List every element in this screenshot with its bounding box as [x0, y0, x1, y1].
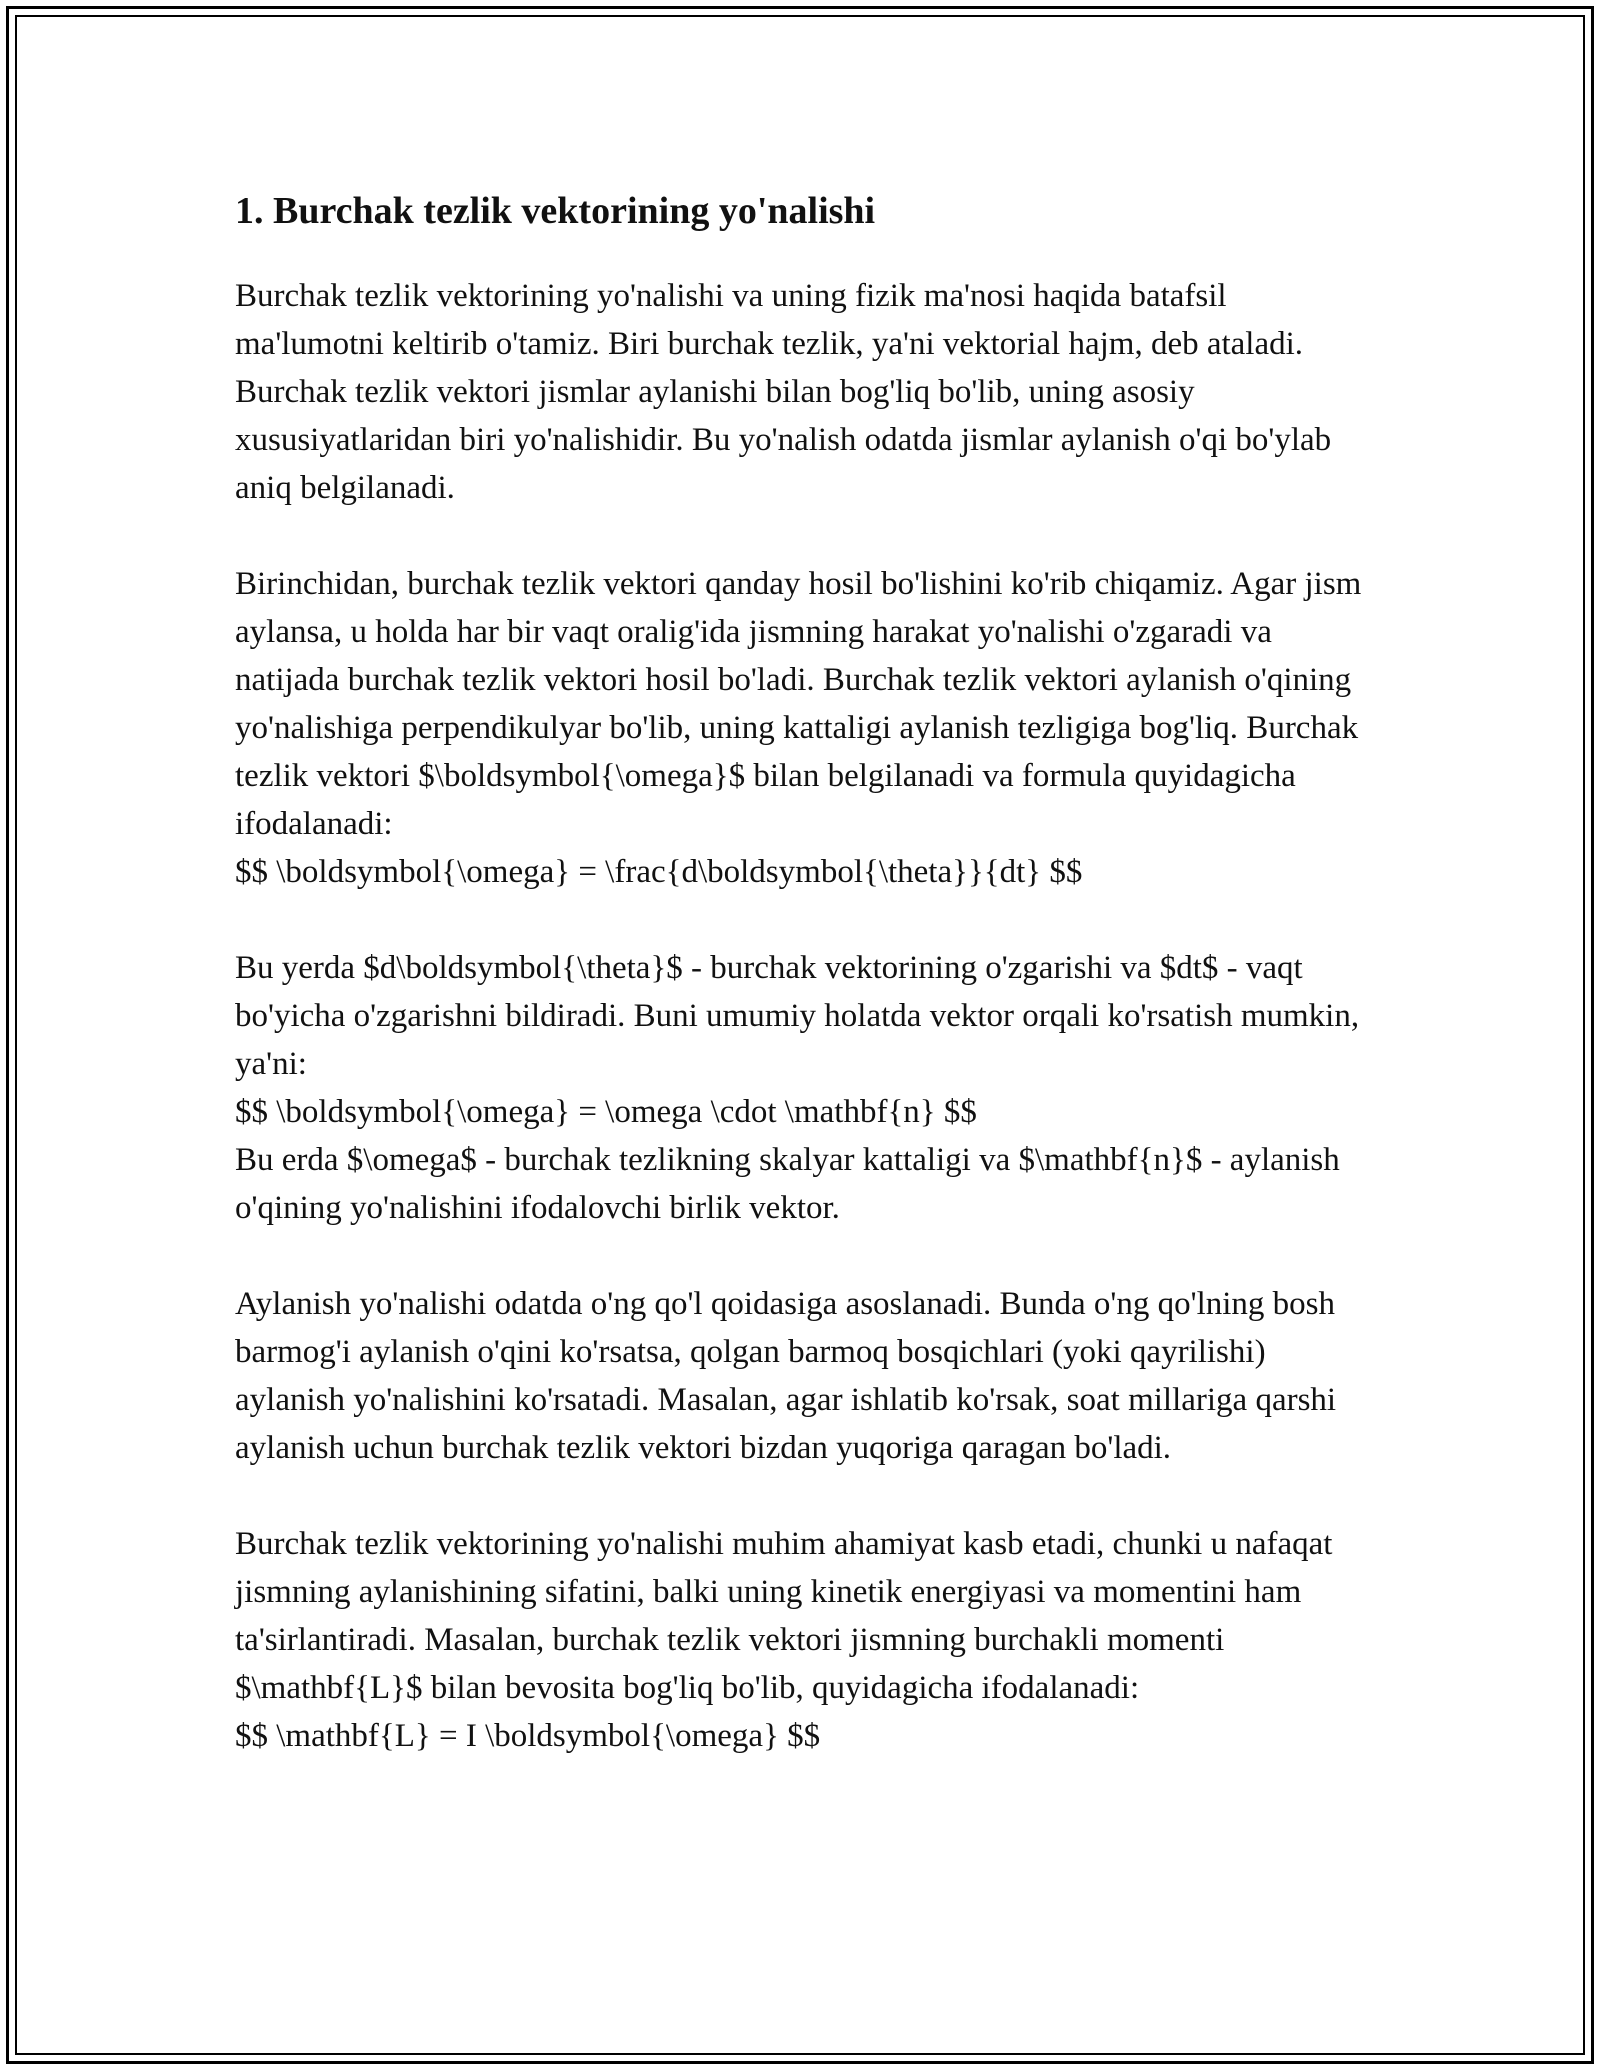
paragraph-4: Aylanish yo'nalishi odatda o'ng qo'l qoidasiga asoslanadi. Bunda o'ng qo'lning bosh barmog'i aylanish o'qini ko'rsatsa, qolgan barmoq bosqichlari (yoki qayrilishi) aylanish yo'nalishini ko'rsatadi. Masalan, agar ishlatib ko'rsak, soat millariga qarshi aylanish uchun burchak tezlik vektori bizdan yuqoriga qaragan bo'ladi. — [235, 1286, 1337, 1466]
paragraph-3: Bu yerda $d\boldsymbol{\theta}$ - burchak vektorining o'zgarishi va $dt$ - vaqt bo'yicha o'zgarishni bildiradi. Buni umumiy holatda vektor orqali ko'rsatish mumkin, ya'ni: $$ \boldsymbol{\omega} = \omega \cdot \mathbf{n} $$ Bu erda $\omega$ - burchak tezlikning skalyar kattaligi va $\mathbf{n}$ - aylanish o'qining yo'nalishini ifodalovchi birlik vektor. — [235, 950, 1360, 1226]
paragraph-5: Burchak tezlik vektorining yo'nalishi muhim ahamiyat kasb etadi, chunki u nafaqat jismning aylanishining sifatini, balki uning kinetik energiyasi va momentini ham ta'sirlantiradi. Masalan, burchak tezlik vektori jismning burchakli momenti $\mathbf{L}$ bilan bevosita bog'liq bo'lib, quyidagicha ifodalanadi: $$ \mathbf{L} = I \boldsymbol{\omega} $$ — [235, 1526, 1333, 1754]
document-body — [235, 188, 1375, 1808]
section-heading: 1. Burchak tezlik vektorining yo'nalishi — [235, 190, 876, 232]
paragraph-1: Burchak tezlik vektorining yo'nalishi va uning fizik ma'nosi haqida batafsil ma'lumotni keltirib o'tamiz. Biri burchak tezlik, ya'ni vektorial hajm, deb ataladi. Burchak tezlik vektori jismlar aylanishi bilan bog'liq bo'lib, uning asosiy xususiyatlaridan biri yo'nalishidir. Bu yo'nalish odatda jismlar aylanish o'qi bo'ylab aniq belgilanadi. — [235, 278, 1332, 506]
paragraph-2: Birinchidan, burchak tezlik vektori qanday hosil bo'lishini ko'rib chiqamiz. Agar jism aylansa, u holda har bir vaqt oralig'ida jismning harakat yo'nalishi o'zgaradi va natijada burchak tezlik vektori hosil bo'ladi. Burchak tezlik vektori aylanish o'qining yo'nalishiga perpendikulyar bo'lib, uning kattaligi aylanish tezligiga bog'liq. Burchak tezlik vektori $\boldsymbol{\omega}$ bilan belgilanadi va formula quyidagicha ifodalanadi: $$ \boldsymbol{\omega} = \frac{d\boldsymbol{\theta}}{dt} $$ — [235, 566, 1362, 890]
